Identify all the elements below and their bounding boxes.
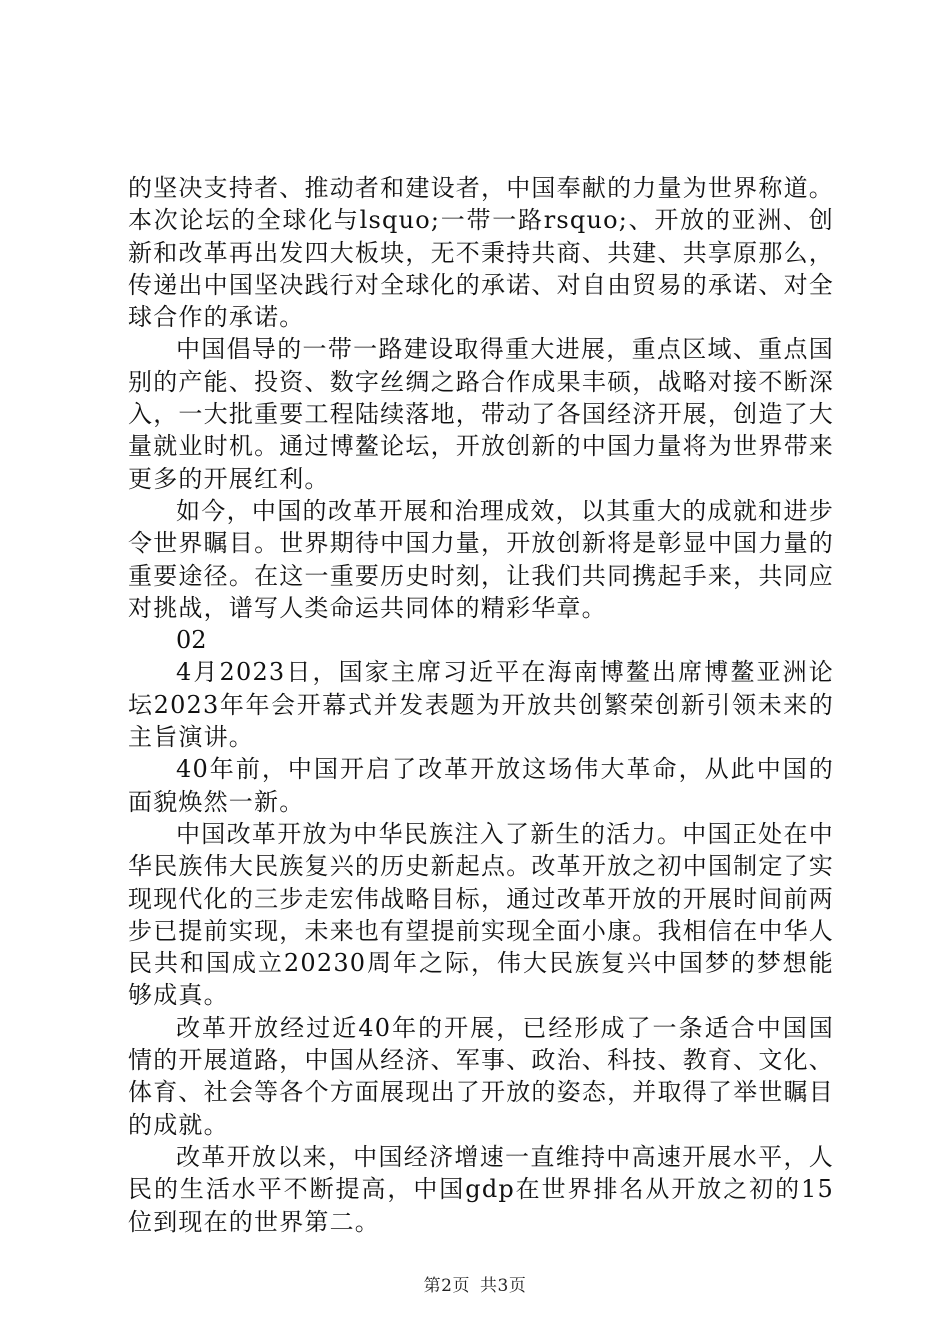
paragraph: 改革开放以来，中国经济增速一直维持中高速开展水平，人民的生活水平不断提高，中国gdp在世界排名从开放之初的15位到现在的世界第二。 xyxy=(128,1142,834,1236)
page-number: 第2页 xyxy=(423,1276,470,1296)
paragraph: 中国改革开放为中华民族注入了新生的活力。中国正处在中华民族伟大民族复兴的历史新起点。改革开放之初中国制定了实现现代化的三步走宏伟战略目标，通过改革开放的开展时间前两步已提前实现，未来也有望提前实现全面小康。我相信在中华人民共和国成立20230周年之际，伟大民族复兴中国梦的梦想能够成真。 xyxy=(128,819,834,1010)
section-number: 02 xyxy=(176,626,207,655)
paragraph: 如今，中国的改革开展和治理成效，以其重大的成就和进步令世界瞩目。世界期待中国力量，开放创新将是彰显中国力量的重要途径。在这一重要历史时刻，让我们共同携起手来，共同应对挑战，谱写人类命运共同体的精彩华章。 xyxy=(128,496,834,622)
paragraph: 改革开放经过近40年的开展，已经形成了一条适合中国国情的开展道路，中国从经济、军事、政治、科技、教育、文化、体育、社会等各个方面展现出了开放的姿态，并取得了举世瞩目的成就。 xyxy=(128,1013,834,1139)
document-body xyxy=(128,172,834,1238)
paragraph: 中国倡导的一带一路建设取得重大进展，重点区域、重点国别的产能、投资、数字丝绸之路合作成果丰硕，战略对接不断深入，一大批重要工程陆续落地，带动了各国经济开展，创造了大量就业时机。通过博鳌论坛，开放创新的中国力量将为世界带来更多的开展红利。 xyxy=(128,335,834,493)
paragraph: 的坚决支持者、推动者和建设者，中国奉献的力量为世界称道。本次论坛的全球化与lsquo;一带一路rsquo;、开放的亚洲、创新和改革再出发四大板块，无不秉持共商、共建、共享原那么，传递出中国坚决践行对全球化的承诺、对自由贸易的承诺、对全球合作的承诺。 xyxy=(128,174,834,332)
page-footer xyxy=(0,1275,950,1297)
paragraph: 4月2023日，国家主席习近平在海南博鳌出席博鳌亚洲论坛2023年年会开幕式并发表题为开放共创繁荣创新引领未来的主旨演讲。 xyxy=(128,658,834,752)
page-total: 共3页 xyxy=(480,1276,527,1296)
paragraph: 40年前，中国开启了改革开放这场伟大革命，从此中国的面貌焕然一新。 xyxy=(128,755,834,816)
